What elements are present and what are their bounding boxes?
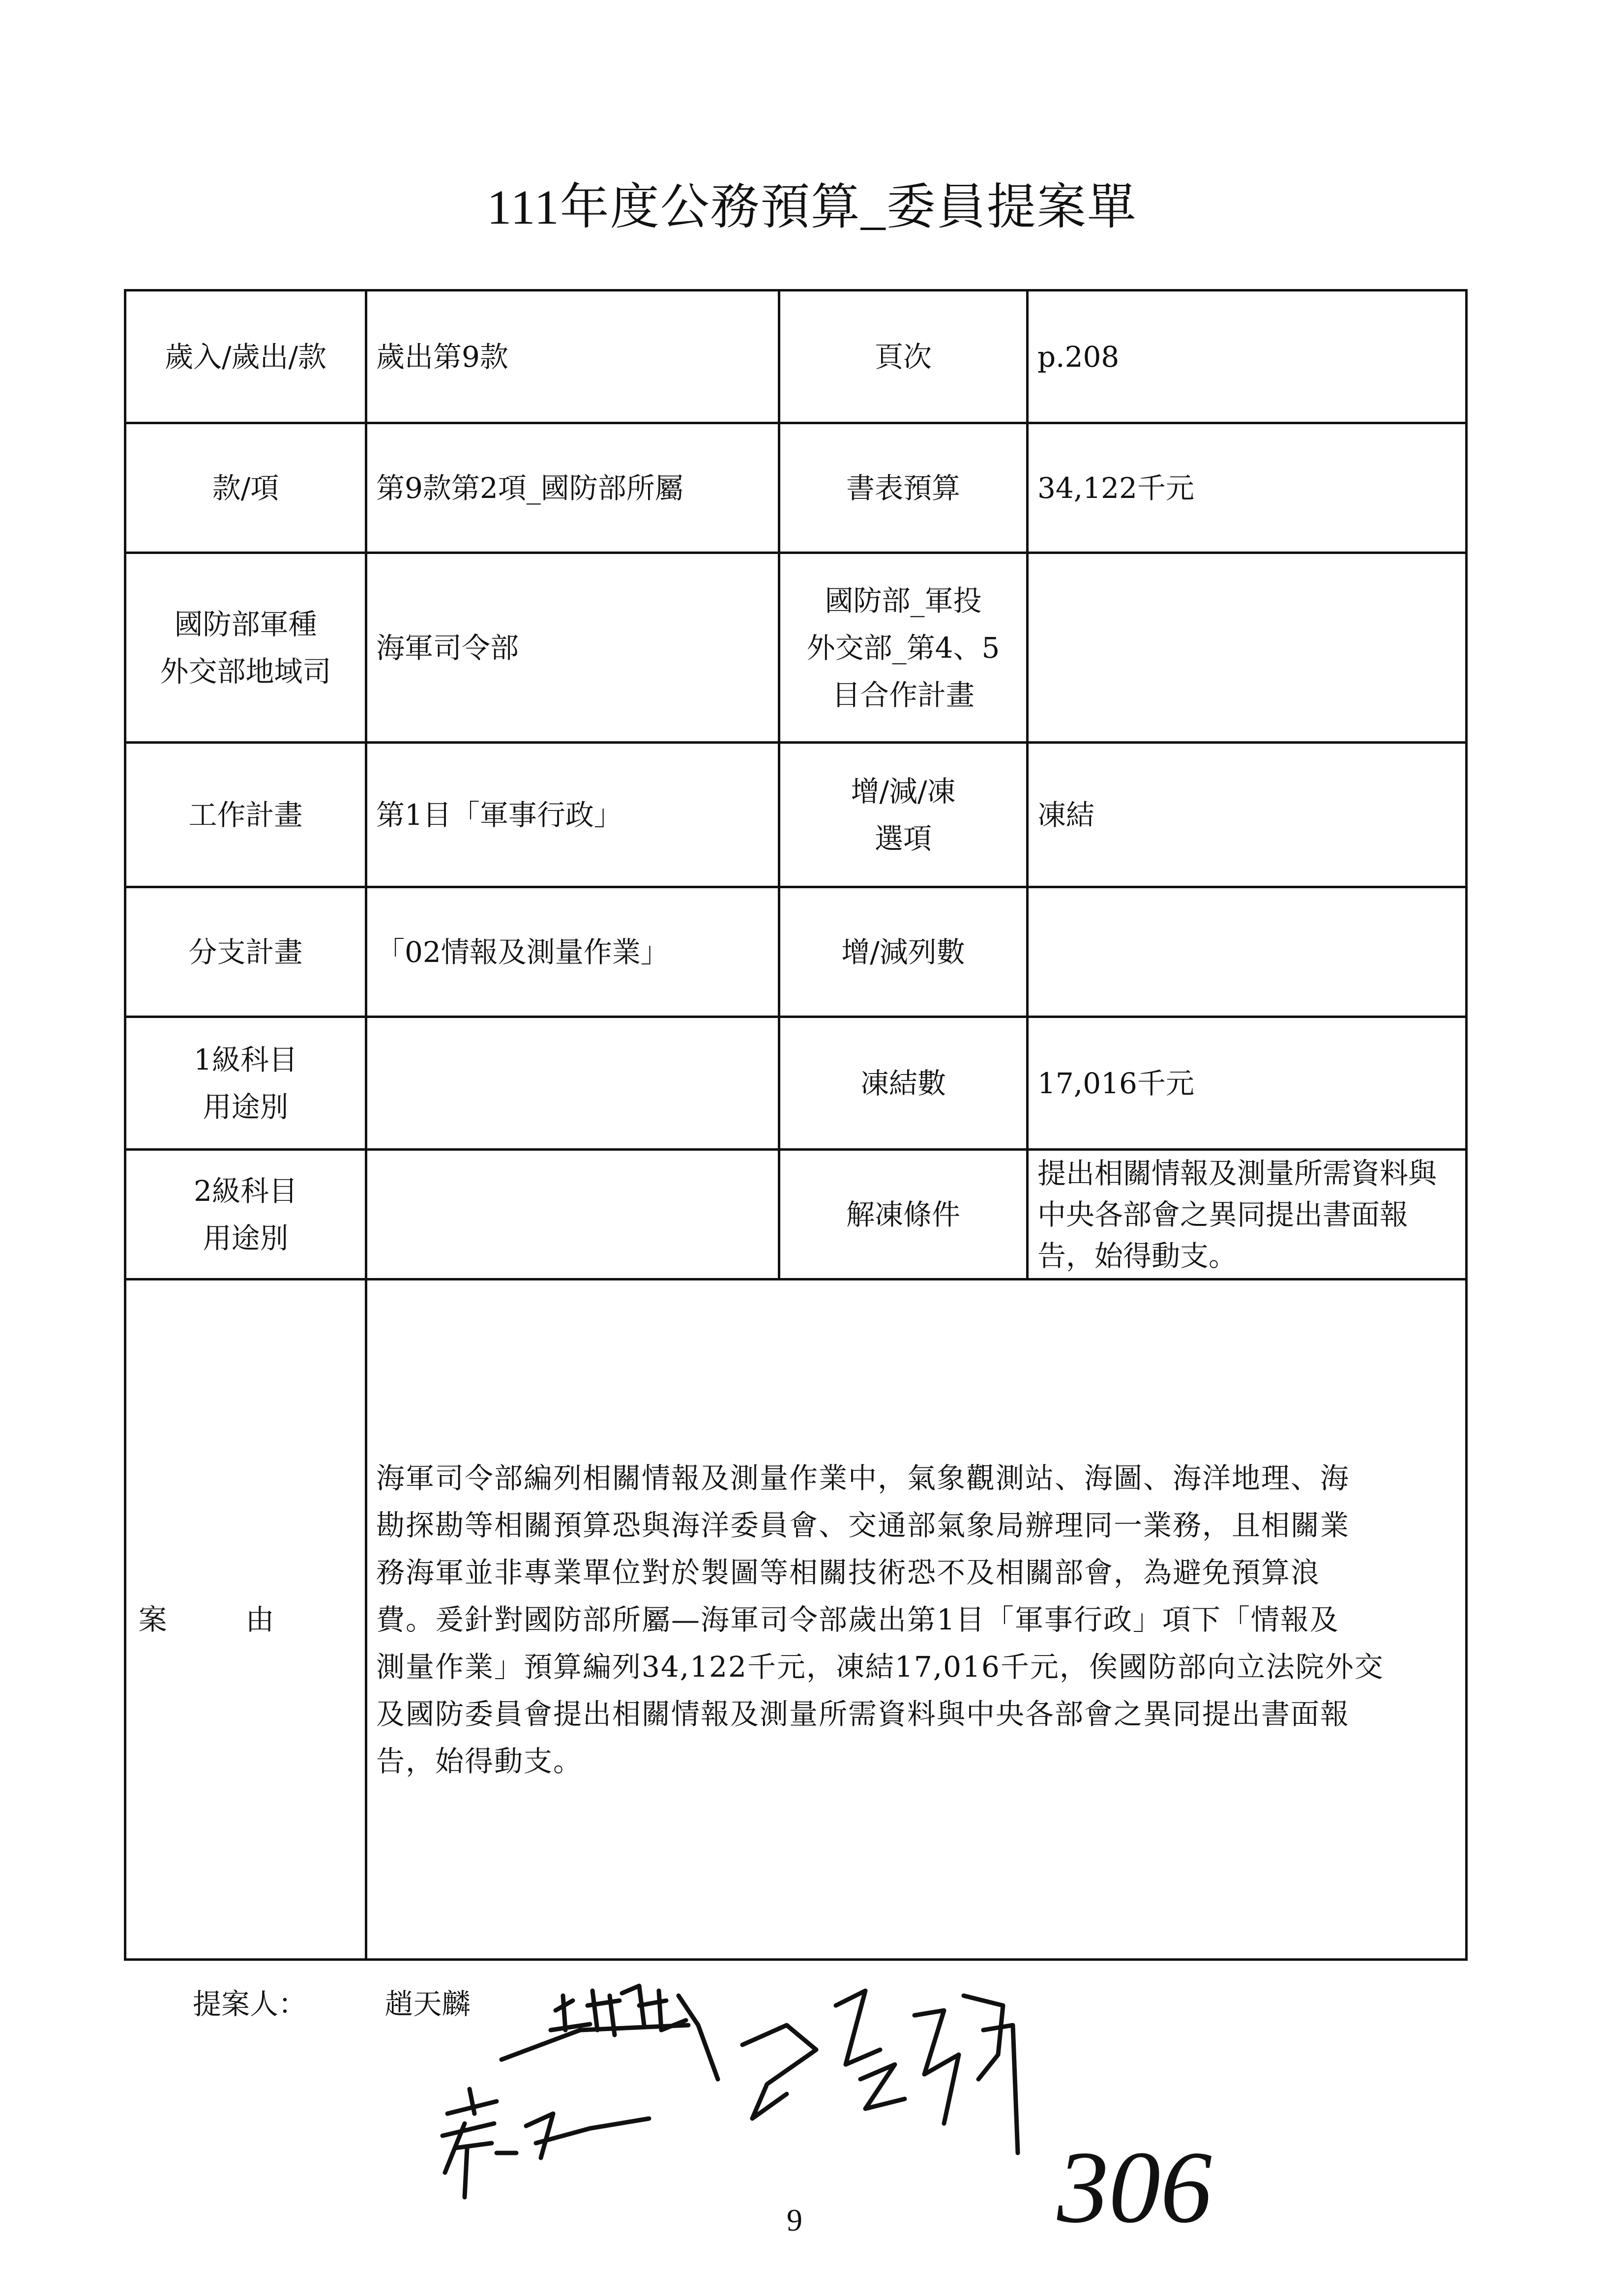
label-budget: 書表預算 xyxy=(779,423,1028,553)
label-unfreeze-condition: 解凍條件 xyxy=(779,1150,1028,1279)
label-page: 頁次 xyxy=(779,291,1028,423)
label-option-line1: 增/減/凍 xyxy=(851,774,956,808)
value-page: p.208 xyxy=(1028,291,1467,423)
value-unfreeze-condition: 提出相關情報及測量所需資料與中央各部會之異同提出書面報告，始得動支。 xyxy=(1028,1150,1467,1279)
label-adjust-amount: 增/減列數 xyxy=(779,887,1028,1017)
reason-line-3: 務海軍並非專業單位對於製圖等相關技術恐不及相關部會，為避免預算浪 xyxy=(376,1555,1321,1589)
signature-1 xyxy=(502,1986,718,2079)
handwritten-number: 306 xyxy=(1057,2130,1212,2244)
value-unit: 海軍司令部 xyxy=(366,553,779,743)
label-category: 歲入/歲出/款 xyxy=(125,291,366,423)
reason-line-1: 海軍司令部編列相關情報及測量作業中，氣象觀測站、海圖、海洋地理、海 xyxy=(376,1461,1350,1495)
label-program-line3: 目合作計畫 xyxy=(831,678,974,712)
sponsor-label: 提案人： xyxy=(193,1987,307,2021)
label-level1-line2: 用途別 xyxy=(203,1090,289,1124)
page-title: 111年度公務預算_委員提案單 xyxy=(487,180,1137,234)
label-reason: 案由 xyxy=(125,1279,366,1960)
value-freeze-amount: 17,016千元 xyxy=(1028,1017,1467,1150)
label-unit-line1: 國防部軍種 xyxy=(174,607,317,641)
value-option: 凍結 xyxy=(1028,743,1467,887)
page-number: 9 xyxy=(787,2203,802,2238)
label-level2-line1: 2級科目 xyxy=(194,1174,297,1208)
label-program-line1: 國防部_軍投 xyxy=(825,583,982,617)
value-budget: 34,122千元 xyxy=(1028,423,1467,553)
label-branch-plan: 分支計畫 xyxy=(125,887,366,1017)
value-branch-plan: 「02情報及測量作業」 xyxy=(366,887,779,1017)
label-unit-line2: 外交部地域司 xyxy=(160,654,331,688)
reason-line-5: 測量作業」預算編列34,122千元，凍結17,016千元，俟國防部向立法院外交 xyxy=(376,1650,1384,1684)
value-category: 歲出第9款 xyxy=(366,291,779,423)
label-level2-line2: 用途別 xyxy=(203,1221,289,1255)
signature-2 xyxy=(742,1991,1018,2153)
label-option-line2: 選項 xyxy=(874,821,932,855)
reason-line-7: 告，始得動支。 xyxy=(376,1744,583,1778)
label-freeze-amount: 凍結數 xyxy=(779,1017,1028,1150)
value-item: 第9款第2項_國防部所屬 xyxy=(366,423,779,553)
signature-3 xyxy=(443,2089,649,2197)
label-item: 款/項 xyxy=(125,423,366,553)
value-work-plan: 第1目「軍事行政」 xyxy=(366,743,779,887)
label-level1-line1: 1級科目 xyxy=(194,1043,297,1076)
reason-line-2: 勘探勘等相關預算恐與海洋委員會、交通部氣象局辦理同一業務，且相關業 xyxy=(376,1508,1350,1542)
sponsor-name: 趙天麟 xyxy=(384,1987,471,2021)
reason-line-6: 及國防委員會提出相關情報及測量所需資料與中央各部會之異同提出書面報 xyxy=(376,1697,1350,1731)
label-program-line2: 外交部_第4、5 xyxy=(806,631,1000,665)
reason-line-4: 費。爰針對國防部所屬—海軍司令部歲出第1目「軍事行政」項下「情報及 xyxy=(376,1602,1339,1636)
label-work-plan: 工作計畫 xyxy=(125,743,366,887)
